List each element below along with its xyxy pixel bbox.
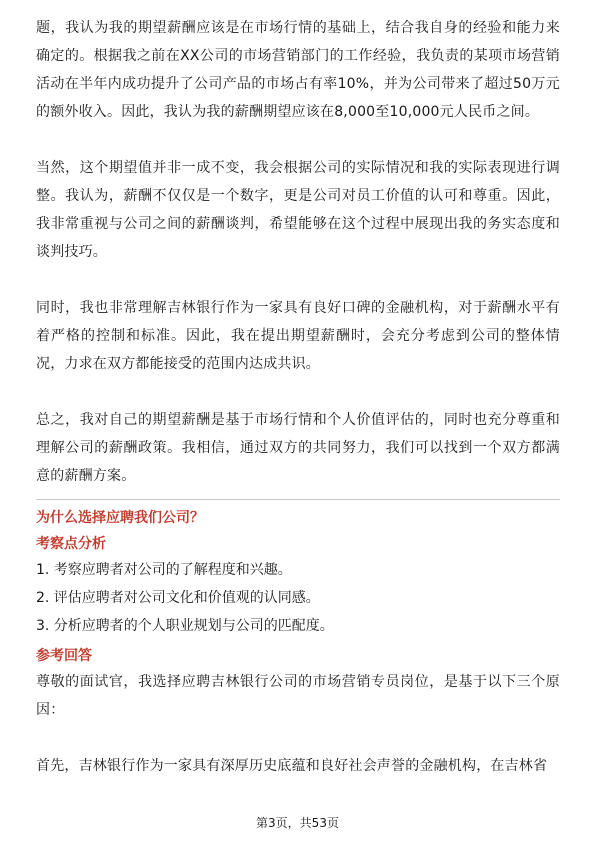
- answer-heading: 参考回答: [36, 648, 92, 664]
- analysis-item: 3. 分析应聘者的个人职业规划与公司的匹配度。: [36, 618, 334, 634]
- analysis-item: 2. 评估应聘者对公司文化和价值观的认同感。: [36, 590, 320, 606]
- paragraph-gap: [36, 724, 560, 752]
- analysis-item: 1. 考察应聘者对公司的了解程度和兴趣。: [36, 562, 292, 578]
- paragraph-gap: [36, 266, 560, 294]
- answer-paragraph: 尊敬的面试官，我选择应聘吉林银行公司的市场营销专员岗位，是基于以下三个原因：: [36, 674, 560, 718]
- paragraph-gap: [36, 378, 560, 406]
- body-paragraph: 总之，我对自己的期望薪酬是基于市场行情和个人价值评估的，同时也充分尊重和理解公司的薪酬政策。我相信，通过双方的共同努力，我们可以找到一个双方都满意的薪酬方案。: [36, 412, 560, 484]
- section-divider: [36, 499, 560, 500]
- interview-question: 为什么选择应聘我们公司？: [36, 510, 204, 526]
- answer-paragraph: 首先，吉林银行作为一家具有深厚历史底蕴和良好社会声誉的金融机构，在吉林省: [36, 758, 548, 774]
- document-page: [36, 14, 560, 780]
- page-number: 第3页，共53页: [256, 816, 339, 830]
- body-paragraph: 同时，我也非常理解吉林银行作为一家具有良好口碑的金融机构，对于薪酬水平有着严格的控制和标准。因此，我在提出期望薪酬时，会充分考虑到公司的整体情况，力求在双方都能接受的范围内达成共识。: [36, 300, 560, 372]
- body-paragraph: 题，我认为我的期望薪酬应该是在市场行情的基础上，结合我自身的经验和能力来确定的。根据我之前在XX公司的市场营销部门的工作经验，我负责的某项市场营销活动在半年内成功提升了公司产品的市场占有率10%，并为公司带来了超过50万元的额外收入。因此，我认为我的薪酬期望应该在8,000至10,000元人民币之间。: [36, 20, 560, 120]
- analysis-heading: 考察点分析: [36, 536, 106, 552]
- paragraph-gap: [36, 126, 560, 154]
- body-paragraph: 当然，这个期望值并非一成不变，我会根据公司的实际情况和我的实际表现进行调整。我认为，薪酬不仅仅是一个数字，更是公司对员工价值的认可和尊重。因此，我非常重视与公司之间的薪酬谈判，希望能够在这个过程中展现出我的务实态度和谈判技巧。: [36, 160, 560, 260]
